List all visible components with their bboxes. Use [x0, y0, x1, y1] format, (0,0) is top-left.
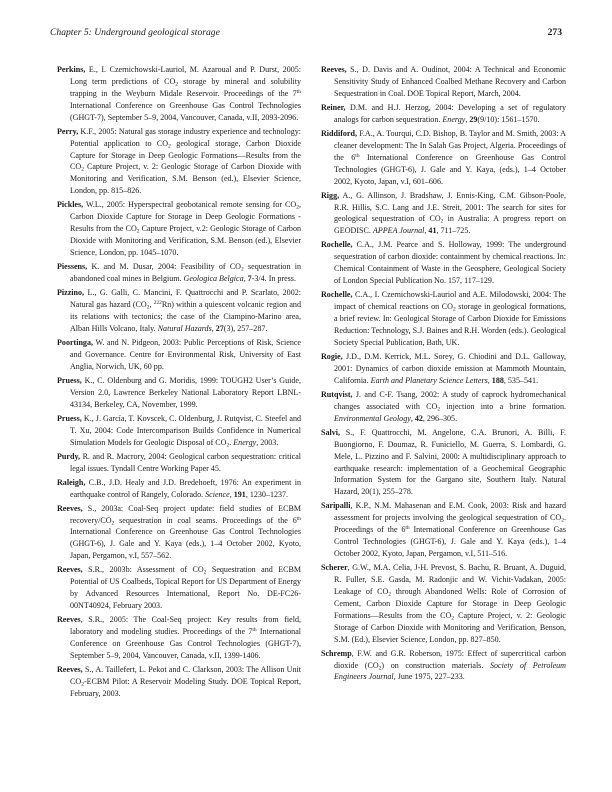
reference-entry — [57, 64, 301, 124]
reference-entry — [57, 451, 301, 475]
reference-author: Reeves, — [321, 65, 347, 74]
reference-author: Saripalli — [321, 501, 351, 511]
reference-entry — [321, 427, 566, 498]
reference-author: Reeves — [57, 615, 81, 625]
reference-text: F.A., A. Tourqui, C.D. Bishop, B. Taylor and M. Smith, 2003: A cleaner development: The In Salah Gas Project, Algeria. Proceedings of the 6th International Conference on Greenhouse Gas Control Technologies (GHGT-6), J. Gale and Y. Kaya, (eds.), 1–4 October 2002, Kyoto, Japan, v.I, 601–606. — [334, 128, 566, 186]
reference-text: K., C. Oldenburg and G. Moridis, 1999: TOUGH2 User’s Guide, Version 2.0, Lawrence Berkeley National Laboratory Report LBNL-43134, Berkeley, CA, November, 1999. — [70, 375, 301, 409]
reference-author: Raleigh, — [57, 477, 86, 487]
reference-entry — [321, 64, 566, 100]
reference-author: Purdy, — [57, 451, 81, 461]
reference-entry — [321, 500, 566, 560]
reference-entry — [321, 190, 566, 238]
reference-author: Rutqvist, — [321, 389, 353, 399]
reference-author: Rochelle, — [321, 290, 353, 300]
reference-entry — [321, 389, 566, 425]
reference-text: J. and C-F. Tsang, 2002: A study of caprock hydromechanical changes associated with $CO_2$ injection into a brine formation. Environmental Geology, 42, 296–305. — [334, 389, 566, 423]
reference-author: Rogie, — [321, 351, 343, 361]
references-right-column — [321, 64, 566, 686]
reference-text: S., D. Davis and A. Oudinot, 2004: A Technical and Economic Sensitivity Study of Enhanced Coalbed Methane Recovery and Carbon Sequestration in Coal. DOE Topical Report, March, 2004. — [334, 65, 566, 98]
reference-entry — [57, 614, 301, 662]
reference-entry — [57, 564, 301, 612]
reference-entry — [57, 664, 301, 700]
reference-entry — [57, 126, 301, 197]
reference-entry — [57, 199, 301, 259]
reference-entry — [321, 128, 566, 188]
reference-text: C.B., J.D. Healy and J.D. Bredehoeft, 1976: An experiment in earthquake control of Rangely, Colorado. Science, 191, 1230–1237. — [70, 477, 301, 499]
reference-text: J.D., D.M. Kerrick, M.L. Sorey, G. Chiodini and D.L. Galloway, 2001: Dynamics of carbon dioxide emission at Mammoth Mountain, California. Earth and Planetary Science Letters, 188, 535–541. — [334, 351, 566, 385]
reference-text: S., F. Quattrocchi, M. Angelone, C.A. Brunori, A. Billi, F. Buongiorno, F. Doumaz, R. Funiciello, M. Guerra, S. Lombardi, G. Mele, L. Pizzino and F. Salvini, 2000: A multidisciplinary approach to earthquake research: implementation of a Geochemical Geographic Information System for the Gargano site, Southern Italy. Natural Hazard, 20(1), 255–278. — [334, 427, 566, 497]
reference-text: C.A., I. Czernichowski-Lauriol and A.E. Milodowski, 2004: The impact of chemical reactions on $CO_2$ storage in geological formations, a brief review. In: Geological Storage of Carbon Dioxide for Emissions Reduction: Technology, S.J. Baines and R.H. Worden (eds.). Geological Society Special Publication, Bath, UK. — [334, 290, 566, 347]
reference-author: Scherer — [321, 563, 348, 573]
reference-entry — [57, 413, 301, 449]
reference-author: Rochelle, — [321, 240, 353, 250]
reference-text: C.A., J.M. Pearce and S. Holloway, 1999: The underground sequestration of carbon dioxide: containment by chemical reactions. In: Chemical Containment of Waste in the Geosphere, Geological Society of London Special Publication No. 157, 117–129. — [334, 240, 566, 286]
reference-entry — [321, 239, 566, 287]
reference-entry — [57, 261, 301, 285]
reference-text: A., G. Allinson, J. Bradshaw, J. Ennis-King, C.M. Gibson-Poole, R.R. Hillis, S.C. Lang and J.E. Streit, 2001: The search for sites for geological sequestration of $CO_2$ in Australia: A progress report on GEODISC. APPEA Journal, 41, 711–725. — [334, 190, 566, 236]
reference-text: D.M. and H.J. Herzog, 2004: Developing a set of regulatory analogs for carbon sequestration. Energy, 29(9/10): 1561–1570. — [334, 102, 566, 124]
reference-entry — [57, 337, 301, 373]
reference-entry — [321, 351, 566, 387]
reference-text: , K.P., N.M. Mahasenan and E.M. Cook, 2003: Risk and hazard assessment for projects involving the geological sequestration of $CO_2$. Proceedings of the 6th International Conference on Greenhouse Gas Control Technologies (GHGT-6), J. Gale and Y. Kaya (eds.), 1–4 October 2002, Kyoto, Japan, Pergamon, v.I, 511–516. — [334, 501, 566, 559]
reference-entry — [321, 289, 566, 349]
reference-text: R. and R. Macrory, 2004: Geological carbon sequestration: critical legal issues. Tyndall Centre Working Paper 45. — [70, 451, 301, 473]
reference-author: Perkins, — [57, 65, 86, 74]
reference-text: S.R., 2003b: Assessment of $CO_2$ Sequestration and ECBM Potential of US Coalbeds, Topical Report for US Department of Energy by Advanced Resources International, Report No. DE-FC26-00NT40924, February 2003. — [70, 565, 301, 611]
page-number: 273 — [547, 27, 562, 38]
reference-entry — [321, 562, 566, 645]
reference-text: W.L., 2005: Hyperspectral geobotanical remote sensing for $CO_2$, Carbon Dioxide Capture for Storage in Deep Geologic Formations - Results from the $CO_2$ Capture Project, v.2: Geologic Storage of Carbon Dioxide with Monitoring and Verification, S.M. Benson (ed.), Elsevier Science, London, pp. 1045–1070. — [70, 200, 301, 257]
reference-entry — [57, 375, 301, 411]
reference-text: S., 2003a: Coal-Seq project update: field studies of ECBM recovery/$CO_2$ sequestration in coal seams. Proceedings of the 6th International Conference on Greenhouse Gas Control Technologies (GHGT-6), J. Gale and Y. Kaya (eds.), 1–4 October 2002, Kyoto, Japan, Pergamon, v.I, 557–562. — [70, 503, 301, 561]
reference-author: Schremp — [321, 648, 352, 658]
reference-author: Pizzino, — [57, 288, 85, 298]
reference-entry — [321, 102, 566, 126]
reference-entry — [57, 477, 301, 501]
reference-text: K.F., 2005: Natural gas storage industry experience and technology: Potential application to $CO_2$ geological storage, Carbon Dioxide Capture for Storage in Deep Geologic Formations—Results from the $CO_2$ Capture Project, v. 2: Geologic Storage of Carbon Dioxide with Monitoring and Verification, S.M. Benson (ed.), Elsevier Science, London, pp. 815–826. — [70, 126, 301, 196]
reference-text: W. and N. Pidgeon, 2003: Public Perceptions of Risk, Science and Governance. Centre for Environmental Risk, University of East Anglia, Norwich, UK, 60 pp. — [70, 337, 301, 371]
references-left-column — [57, 64, 301, 702]
reference-author: Poortinga, — [57, 337, 93, 347]
reference-text: L., G. Galli, C. Mancini, F. Quattrocchi and P. Scarlato, 2002: Natural gas hazard ($CO_2$, $^{222}$Rn) within a quiescent volcanic region and its relations with tectonics; the case of the Ciampino-Marino area, Alban Hills Volcano, Italy. Natural Hazards, 27(3), 257–287. — [70, 288, 301, 333]
reference-author: Reeves, — [57, 565, 83, 575]
reference-author: Pickles, — [57, 200, 84, 210]
reference-entry — [57, 287, 301, 335]
reference-text: , S.R., 2005: The Coal-Seq project: Key results from field, laboratory and modeling studies. Proceedings of the 7th International Conference on Greenhouse Gas Control Technologies (GHGT-7), September 5–9, 2004, Vancouver, Canada, v.II, 1399-1406. — [70, 615, 302, 660]
reference-text: , G.W., M.A. Celia, J-H. Prevost, S. Bachu, R. Bruant, A. Duguid, R. Fuller, S.E. Gasda, M. Radonjic and W. Vichit-Vadakan, 2005: Leakage of $CO_2$ through Abandoned Wells: Role of Corrosion of Cement, Carbon Dioxide Capture for Storage in Deep Geologic Formations—Results from the $CO_2$ Capture Project, v. 2: Geologic Storage of Carbon Dioxide with Monitoring and Verification, Benson, S.M. (Ed.), Elsevier Science, London, pp. 827–850. — [334, 563, 566, 644]
reference-author: Piessens, — [57, 262, 88, 272]
reference-author: Reeves, — [57, 503, 83, 513]
reference-author: Salvi, — [321, 427, 341, 437]
reference-text: S., A. Taillefert, L. Pekot and C. Clarkson, 2003: The Allison Unit $CO_2$-ECBM Pilot: A Reservoir Modeling Study. DOE Topical Report, February, 2003. — [70, 664, 301, 698]
reference-author: Rigg, — [321, 190, 340, 200]
chapter-title: Chapter 5: Underground geological storage — [50, 27, 220, 38]
reference-author: Reiner, — [321, 102, 346, 112]
reference-author: Pruess, — [57, 413, 82, 423]
reference-author: Riddiford, — [321, 128, 357, 138]
reference-text: K., J. García, T. Kovscek, C. Oldenburg, J. Rutqvist, C. Steefel and T. Xu, 2004: Code Intercomparison Builds Confidence in Numerical Simulation Models for Geologic Disposal of $CO_2$. Energy, 2003. — [70, 413, 301, 448]
running-header — [50, 27, 562, 41]
reference-text: E., I. Czernichowski-Lauriol, M. Azaroual and P. Durst, 2005: Long term predictions of $CO_2$ storage by mineral and solubility trapping in the Weyburn Midale Reservoir. Proceedings of the 7th International Conference on Greenhouse Gas Control Technologies (GHGT-7), September 5–9, 2004, Vancouver, Canada, v.II, 2093-2096. — [70, 65, 301, 122]
reference-author: Reeves, — [57, 664, 83, 674]
reference-text: , F.W. and G.R. Roberson, 1975: Effect of supercritical carbon dioxide $(CO_2)$ on construction materials. Society of Petroleum Engineers Journal, June 1975, 227–233. — [334, 648, 566, 682]
reference-author: Pruess, — [57, 375, 82, 385]
reference-text: K. and M. Dusar, 2004: Feasibility of $CO_2$ sequestration in abandoned coal mines in Belgium. Geologica Belgica, 7-3/4. In press. — [70, 262, 301, 283]
reference-entry — [57, 503, 301, 563]
reference-author: Perry, — [57, 126, 79, 136]
reference-entry — [321, 648, 566, 684]
